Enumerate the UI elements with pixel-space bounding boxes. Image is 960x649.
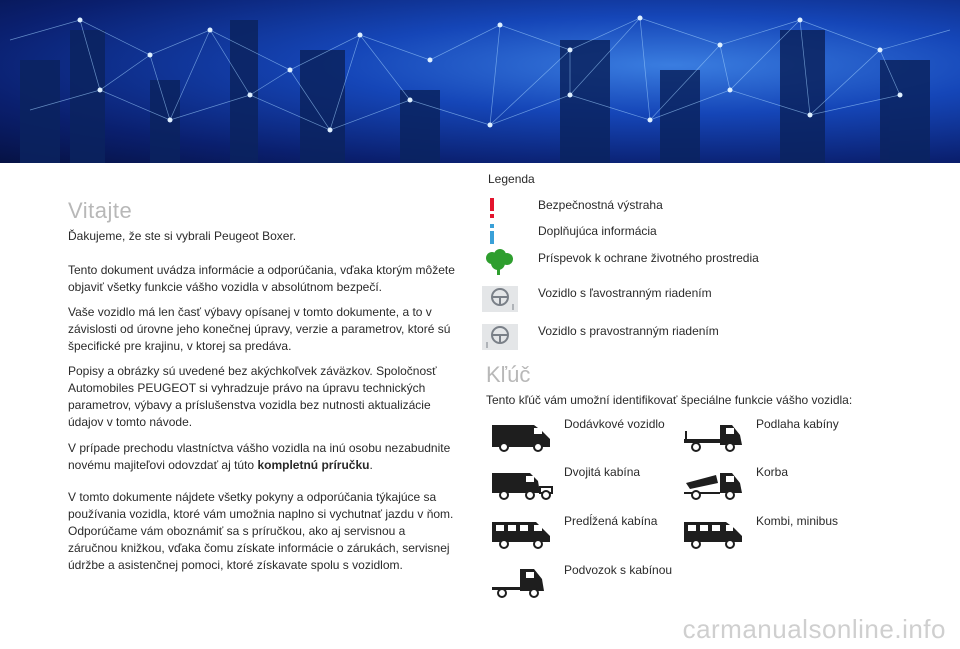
- complete-manual-emphasis: kompletnú príručku: [257, 458, 370, 472]
- vehicle-label: Kombi, minibus: [756, 514, 839, 528]
- legend-label: Vozidlo s pravostranným riadením: [538, 324, 719, 338]
- tree-icon: [480, 249, 520, 279]
- vehicle-label: Podlaha kabíny: [756, 417, 839, 431]
- legend-label: Doplňujúca informácia: [538, 224, 657, 238]
- platform-cab-icon: [682, 417, 746, 453]
- ownership-end: .: [369, 458, 373, 472]
- page-title: Vitajte: [68, 198, 133, 223]
- intro-paragraph-disclaimer: Popisy a obrázky sú uvedené bez akýchkoľvek záväzkov. Spoločnosť Automobiles PEUGEOT si vyhradzuje právo na úpravu technických parametrov, výbavy a príslušenstva vozidla bez nutnosti aktualizácie údajov v tomto návode.: [68, 364, 437, 429]
- vehicle-minibus: [682, 514, 922, 550]
- legend-label: Bezpečnostná výstraha: [538, 198, 663, 212]
- minibus-icon: [682, 514, 746, 550]
- vehicle-tipper: [682, 465, 922, 501]
- legend-label: Vozidlo s ľavostranným riadením: [538, 286, 712, 300]
- vehicle-label: Korba: [756, 465, 789, 479]
- watermark: carmanualsonline.info: [682, 614, 946, 644]
- info-icon: [480, 222, 520, 252]
- intro-paragraph-equipment: Vaše vozidlo má len časť výbavy opísanej v tomto dokumente, a to v závislosti od úrovne jeho konečnej úpravy, verzie a parametrov, ktoré sú špecifické pre krajinu, v ktorej sa predáva.: [68, 305, 451, 353]
- intro-paragraph-ownership: [68, 440, 456, 474]
- key-title: Kľúč: [486, 362, 531, 387]
- vehicle-label: Predĺžená kabína: [564, 514, 658, 528]
- key-intro: Tento kľúč vám umožní identifikovať špeciálne funkcie vášho vozidla:: [486, 393, 853, 407]
- panel-van-icon: [490, 417, 554, 453]
- crew-cab-icon: [490, 465, 554, 501]
- chassis-cab-icon: [490, 563, 554, 599]
- vehicle-chassis-cab: [490, 563, 730, 599]
- vehicle-label: Podvozok s kabínou: [564, 563, 673, 577]
- vehicle-label: Dodávkové vozidlo: [564, 417, 665, 431]
- tipper-icon: [682, 465, 746, 501]
- intro-paragraph-thanks: Ďakujeme, že ste si vybrali Peugeot Boxer.: [68, 229, 297, 243]
- legend-title: Legenda: [488, 172, 535, 186]
- extended-cab-icon: [490, 514, 554, 550]
- legend-label: Príspevok k ochrane životného prostredia: [538, 251, 759, 265]
- header-banner-image: [0, 0, 960, 163]
- intro-paragraph-purpose: Tento dokument uvádza informácie a odporúčania, vďaka ktorým môžete objaviť všetky funkcie vášho vozidla v absolútnom bezpečí.: [68, 263, 455, 294]
- left-hand-drive-icon: [480, 284, 520, 314]
- vehicle-label: Dvojitá kabína: [564, 465, 641, 479]
- ownership-text: V prípade prechodu vlastníctva vášho vozidla na inú osobu nezabudnite novému majiteľovi odovzdať aj túto: [68, 441, 451, 472]
- vehicle-platform-cab: [682, 417, 922, 453]
- right-hand-drive-icon: [480, 322, 520, 352]
- intro-paragraph-usage: V tomto dokumente nájdete všetky pokyny a odporúčania týkajúce sa používania vozidla, ktoré vám umožnia naplno si vychutnať jazdu v ňom. Odporúčame vám oboznámiť sa s príručkou, ako aj servisnou a záručnou knižkou, vďaka čomu získate informácie o zárukách, servisnej údržbe a asistenčnej pomoci, ktoré získavate spolu s vozidlom.: [68, 490, 454, 572]
